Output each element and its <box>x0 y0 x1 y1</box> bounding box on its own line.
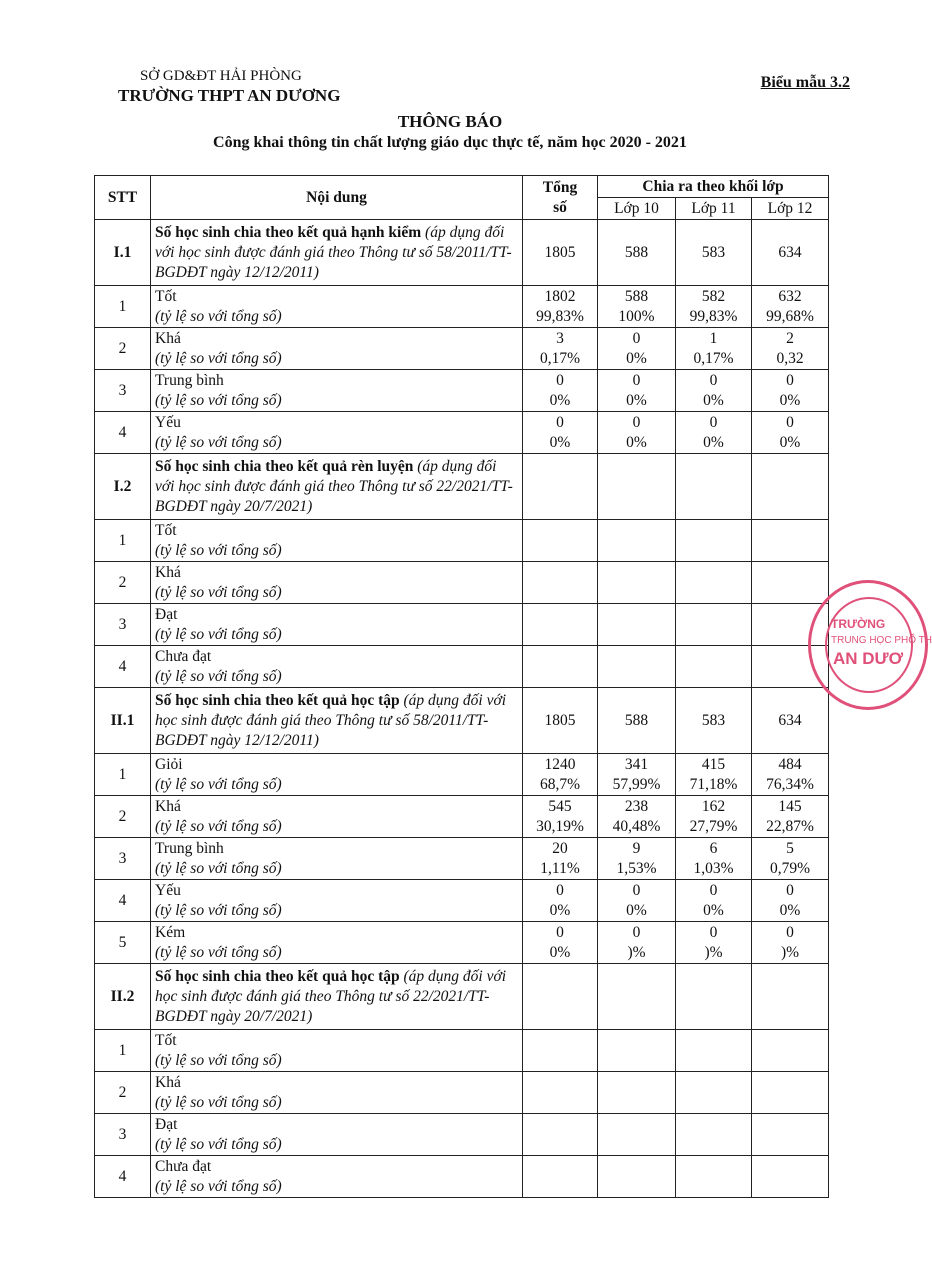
section-row <box>95 688 829 754</box>
cell-g12 <box>752 370 829 412</box>
row-label: Khá <box>155 563 181 581</box>
cell-percent: 0% <box>779 901 801 919</box>
row-ratio-label: (tỷ lệ so với tổng số) <box>155 583 282 601</box>
row-label: Tốt <box>155 521 177 539</box>
cell-count: 0 <box>632 881 641 899</box>
cell-percent: 22,87% <box>766 817 814 835</box>
cell-total <box>523 796 598 838</box>
cell-percent: 0% <box>779 433 801 451</box>
table-row <box>95 1114 829 1156</box>
section-row <box>95 454 829 520</box>
row-ratio-label: (tỷ lệ so với tổng số) <box>155 1135 282 1153</box>
row-label: Khá <box>155 797 181 815</box>
row-label: Khá <box>155 329 181 347</box>
row-ratio-label: (tỷ lệ so với tổng số) <box>155 1051 282 1069</box>
cell-count: 3 <box>556 329 564 347</box>
cell-g10 <box>598 754 676 796</box>
cell-percent: 0% <box>549 433 571 451</box>
table-row <box>95 1030 829 1072</box>
cell-count: 1802 <box>544 287 576 305</box>
cell-total <box>523 838 598 880</box>
cell-g10 <box>598 370 676 412</box>
cell-total <box>523 604 598 646</box>
cell-g11 <box>676 328 752 370</box>
cell-g12 <box>752 520 829 562</box>
row-label: Trung bình <box>155 371 224 389</box>
cell-g10 <box>598 646 676 688</box>
cell-percent: 0% <box>703 901 724 919</box>
cell-g10 <box>598 1156 676 1198</box>
row-content <box>151 412 523 454</box>
cell-g11 <box>676 1156 752 1198</box>
table-row <box>95 796 829 838</box>
row-content <box>151 328 523 370</box>
row-ratio-label: (tỷ lệ so với tổng số) <box>155 901 282 919</box>
cell-g10 <box>598 1114 676 1156</box>
cell-count: 545 <box>548 797 572 815</box>
section-note: (áp dụng đối với học sinh được đánh giá theo Thông tư số 22/2021/TT-BGDĐT ngày 20/7/2021) <box>155 457 513 515</box>
header-school: TRƯỜNG THPT AN DƯƠNG <box>118 86 341 105</box>
row-stt: 3 <box>95 838 151 880</box>
row-label: Trung bình <box>155 839 224 857</box>
cell-g11 <box>676 754 752 796</box>
cell-g11 <box>676 370 752 412</box>
cell-g10 <box>598 520 676 562</box>
header-grade-group: Chia ra theo khối lớp <box>598 176 829 198</box>
cell-count: 632 <box>778 287 802 305</box>
cell-percent: 0% <box>626 391 647 409</box>
cell-count: 341 <box>624 755 649 773</box>
row-ratio-label: (tỷ lệ so với tổng số) <box>155 943 282 961</box>
row-stt: 2 <box>95 562 151 604</box>
row-label: Tốt <box>155 1031 177 1049</box>
row-content <box>151 646 523 688</box>
section-g10: 588 <box>598 220 676 286</box>
cell-count: 20 <box>552 839 568 857</box>
cell-g12 <box>752 1114 829 1156</box>
row-label: Yếu <box>155 881 181 899</box>
cell-percent: 100% <box>618 307 655 325</box>
cell-count: 0 <box>632 371 641 389</box>
section-total <box>523 454 598 520</box>
section-g11 <box>676 454 752 520</box>
cell-g11 <box>676 880 752 922</box>
cell-percent: 30,19% <box>536 817 584 835</box>
cell-percent: 68,7% <box>539 775 581 793</box>
cell-count: 588 <box>624 287 649 305</box>
header-stt: STT <box>95 176 151 220</box>
cell-percent: 27,79% <box>689 817 738 835</box>
cell-total <box>523 1072 598 1114</box>
cell-percent: 1,53% <box>616 859 657 877</box>
form-number: Biểu mẫu 3.2 <box>760 74 850 91</box>
row-stt: 4 <box>95 646 151 688</box>
row-stt: 2 <box>95 328 151 370</box>
row-ratio-label: (tỷ lệ so với tổng số) <box>155 667 282 685</box>
section-g11: 583 <box>676 220 752 286</box>
cell-percent: )% <box>704 943 723 961</box>
section-title-text: Số học sinh chia theo kết quả rèn luyện <box>155 457 414 475</box>
row-label: Chưa đạt <box>155 1157 212 1175</box>
cell-count: 0 <box>786 923 794 941</box>
row-ratio-label: (tỷ lệ so với tổng số) <box>155 433 282 451</box>
section-g10: 588 <box>598 688 676 754</box>
header-content: Nội dung <box>151 176 523 220</box>
cell-total <box>523 922 598 964</box>
cell-count: 415 <box>701 755 726 773</box>
cell-g12 <box>752 286 829 328</box>
cell-g12 <box>752 838 829 880</box>
cell-total <box>523 370 598 412</box>
cell-percent: 0% <box>549 391 571 409</box>
cell-g12 <box>752 754 829 796</box>
row-stt: 2 <box>95 1072 151 1114</box>
cell-total <box>523 286 598 328</box>
cell-g10 <box>598 1072 676 1114</box>
table-row <box>95 520 829 562</box>
row-stt: 3 <box>95 1114 151 1156</box>
section-note: (áp dụng đối với học sinh được đánh giá theo Thông tư số 58/2011/TT-BGDĐT ngày 12/12/2011) <box>155 691 507 749</box>
table-row <box>95 922 829 964</box>
row-label: Tốt <box>155 287 177 305</box>
table-row <box>95 1072 829 1114</box>
cell-g10 <box>598 796 676 838</box>
row-stt: 3 <box>95 370 151 412</box>
cell-total <box>523 328 598 370</box>
cell-count: 0 <box>556 371 564 389</box>
cell-percent: 0,79% <box>769 859 811 877</box>
section-g10 <box>598 964 676 1030</box>
cell-percent: 0,17% <box>539 349 581 367</box>
row-content <box>151 922 523 964</box>
cell-count: 0 <box>786 881 794 899</box>
cell-g11 <box>676 562 752 604</box>
cell-g10 <box>598 880 676 922</box>
table-body <box>95 220 829 1198</box>
row-content <box>151 370 523 412</box>
cell-percent: 76,34% <box>766 775 814 793</box>
section-g12: 634 <box>752 220 829 286</box>
cell-count: 0 <box>709 371 718 389</box>
section-stt: II.2 <box>95 964 151 1030</box>
cell-g11 <box>676 286 752 328</box>
cell-count: 0 <box>556 923 564 941</box>
row-ratio-label: (tỷ lệ so với tổng số) <box>155 859 282 877</box>
cell-g10 <box>598 286 676 328</box>
cell-count: 6 <box>709 839 718 857</box>
cell-percent: 99,68% <box>766 307 814 325</box>
row-content <box>151 1114 523 1156</box>
section-title-text: Số học sinh chia theo kết quả học tập <box>155 691 400 709</box>
table-row <box>95 370 829 412</box>
table-row <box>95 880 829 922</box>
cell-g11 <box>676 1030 752 1072</box>
cell-g10 <box>598 412 676 454</box>
cell-count: 0 <box>709 923 718 941</box>
cell-percent: 0% <box>703 391 724 409</box>
row-label: Đạt <box>155 1115 178 1133</box>
section-title-text: Số học sinh chia theo kết quả học tập <box>155 967 400 985</box>
cell-count: 0 <box>556 413 564 431</box>
row-stt: 4 <box>95 412 151 454</box>
cell-count: 0 <box>632 329 641 347</box>
row-ratio-label: (tỷ lệ so với tổng số) <box>155 391 282 409</box>
cell-count: 0 <box>632 413 641 431</box>
cell-g11 <box>676 1114 752 1156</box>
cell-count: 0 <box>556 881 564 899</box>
cell-percent: 0% <box>549 901 571 919</box>
cell-g10 <box>598 562 676 604</box>
row-ratio-label: (tỷ lệ so với tổng số) <box>155 625 282 643</box>
row-ratio-label: (tỷ lệ so với tổng số) <box>155 1093 282 1111</box>
cell-g12 <box>752 1156 829 1198</box>
table-row <box>95 1156 829 1198</box>
row-content <box>151 562 523 604</box>
section-g12 <box>752 964 829 1030</box>
cell-count: 582 <box>701 287 726 305</box>
document-subtitle: Công khai thông tin chất lượng giáo dục thực tế, năm học 2020 - 2021 <box>213 134 687 151</box>
cell-count: 5 <box>786 839 794 857</box>
row-content <box>151 1072 523 1114</box>
row-label: Yếu <box>155 413 181 431</box>
table-row <box>95 328 829 370</box>
section-stt: I.1 <box>95 220 151 286</box>
row-content <box>151 286 523 328</box>
section-g11: 583 <box>676 688 752 754</box>
header-total-line2: số <box>553 198 567 216</box>
section-title <box>151 454 523 520</box>
cell-g10 <box>598 328 676 370</box>
cell-percent: 0% <box>626 349 647 367</box>
cell-count: 238 <box>624 797 649 815</box>
section-title <box>151 220 523 286</box>
row-content <box>151 796 523 838</box>
cell-g12 <box>752 880 829 922</box>
cell-percent: 0% <box>626 433 647 451</box>
seal-text-1: TRƯỜNG <box>831 617 886 631</box>
section-g10 <box>598 454 676 520</box>
cell-g10 <box>598 838 676 880</box>
row-label: Khá <box>155 1073 181 1091</box>
cell-g11 <box>676 922 752 964</box>
row-content <box>151 838 523 880</box>
header-grade-11: Lớp 11 <box>676 198 752 220</box>
cell-percent: )% <box>627 943 646 961</box>
cell-percent: 1,03% <box>693 859 734 877</box>
header-grade-10: Lớp 10 <box>598 198 676 220</box>
cell-percent: )% <box>780 943 800 961</box>
cell-total <box>523 1114 598 1156</box>
cell-g10 <box>598 922 676 964</box>
row-stt: 3 <box>95 604 151 646</box>
cell-percent: 40,48% <box>612 817 661 835</box>
section-g11 <box>676 964 752 1030</box>
row-label: Giỏi <box>155 755 183 773</box>
section-total <box>523 964 598 1030</box>
cell-g11 <box>676 520 752 562</box>
table-row <box>95 562 829 604</box>
row-content <box>151 880 523 922</box>
cell-count: 2 <box>786 329 794 347</box>
cell-total <box>523 754 598 796</box>
cell-percent: 0% <box>626 901 647 919</box>
cell-percent: 1,11% <box>540 859 580 877</box>
section-row <box>95 220 829 286</box>
cell-g12 <box>752 328 829 370</box>
section-title <box>151 964 523 1030</box>
cell-g10 <box>598 1030 676 1072</box>
row-stt: 2 <box>95 796 151 838</box>
section-row <box>95 964 829 1030</box>
table-row <box>95 838 829 880</box>
cell-total <box>523 520 598 562</box>
section-g12: 634 <box>752 688 829 754</box>
cell-total <box>523 1030 598 1072</box>
row-ratio-label: (tỷ lệ so với tổng số) <box>155 307 282 325</box>
cell-total <box>523 1156 598 1198</box>
cell-count: 9 <box>632 839 641 857</box>
row-stt: 4 <box>95 880 151 922</box>
section-title-text: Số học sinh chia theo kết quả hạnh kiểm <box>155 223 422 241</box>
table-row <box>95 646 829 688</box>
cell-count: 0 <box>709 413 718 431</box>
row-stt: 5 <box>95 922 151 964</box>
cell-g11 <box>676 838 752 880</box>
header-total <box>523 176 598 220</box>
quality-table <box>94 175 829 1198</box>
section-total: 1805 <box>523 688 598 754</box>
document-title: THÔNG BÁO <box>397 112 503 131</box>
cell-g11 <box>676 1072 752 1114</box>
row-stt: 1 <box>95 1030 151 1072</box>
cell-total <box>523 562 598 604</box>
cell-percent: 57,99% <box>612 775 661 793</box>
table-row <box>95 604 829 646</box>
row-content <box>151 604 523 646</box>
cell-g11 <box>676 646 752 688</box>
cell-g11 <box>676 604 752 646</box>
school-seal <box>808 580 932 710</box>
cell-count: 0 <box>632 923 641 941</box>
row-content <box>151 520 523 562</box>
cell-count: 484 <box>778 755 802 773</box>
row-label: Đạt <box>155 605 178 623</box>
row-stt: 4 <box>95 1156 151 1198</box>
row-ratio-label: (tỷ lệ so với tổng số) <box>155 541 282 559</box>
cell-percent: 99,83% <box>536 307 584 325</box>
cell-count: 0 <box>786 413 794 431</box>
cell-total <box>523 412 598 454</box>
section-stt: II.1 <box>95 688 151 754</box>
seal-text-2: TRUNG HỌC PHỔ TH <box>831 635 932 646</box>
row-content <box>151 754 523 796</box>
section-g12 <box>752 454 829 520</box>
cell-g12 <box>752 796 829 838</box>
section-total: 1805 <box>523 220 598 286</box>
section-note: (áp dụng đối với học sinh được đánh giá theo Thông tư số 22/2021/TT-BGDĐT ngày 20/7/2021) <box>155 967 507 1025</box>
cell-percent: 0,17% <box>693 349 734 367</box>
row-label: Kém <box>155 923 186 941</box>
seal-text-3: AN DƯƠ <box>833 649 904 668</box>
cell-g12 <box>752 922 829 964</box>
row-stt: 1 <box>95 520 151 562</box>
table-row <box>95 412 829 454</box>
cell-count: 0 <box>709 881 718 899</box>
cell-g12 <box>752 1030 829 1072</box>
header-grade-12: Lớp 12 <box>752 198 829 220</box>
cell-g11 <box>676 412 752 454</box>
section-note: (áp dụng đối với học sinh được đánh giá theo Thông tư số 58/2011/TT-BGDĐT ngày 12/12/2011) <box>155 223 512 281</box>
cell-count: 145 <box>778 797 802 815</box>
cell-percent: 0% <box>779 391 801 409</box>
cell-percent: 0% <box>703 433 724 451</box>
cell-count: 0 <box>786 371 794 389</box>
header-org: SỞ GD&ĐT HẢI PHÒNG <box>140 68 302 84</box>
cell-percent: 99,83% <box>689 307 738 325</box>
table-row <box>95 754 829 796</box>
row-content <box>151 1156 523 1198</box>
section-stt: I.2 <box>95 454 151 520</box>
cell-g12 <box>752 1072 829 1114</box>
cell-g12 <box>752 412 829 454</box>
row-content <box>151 1030 523 1072</box>
row-ratio-label: (tỷ lệ so với tổng số) <box>155 817 282 835</box>
row-label: Chưa đạt <box>155 647 212 665</box>
cell-percent: 0,32 <box>776 349 804 367</box>
cell-g11 <box>676 796 752 838</box>
cell-g12 <box>752 562 829 604</box>
cell-total <box>523 646 598 688</box>
row-ratio-label: (tỷ lệ so với tổng số) <box>155 349 282 367</box>
row-stt: 1 <box>95 286 151 328</box>
header-total-line1: Tổng <box>542 178 578 196</box>
cell-percent: 0% <box>549 943 571 961</box>
cell-percent: 71,18% <box>689 775 738 793</box>
table-row <box>95 286 829 328</box>
row-ratio-label: (tỷ lệ so với tổng số) <box>155 1177 282 1195</box>
cell-count: 1240 <box>544 755 576 773</box>
cell-total <box>523 880 598 922</box>
cell-g10 <box>598 604 676 646</box>
cell-count: 1 <box>709 329 718 347</box>
row-stt: 1 <box>95 754 151 796</box>
row-ratio-label: (tỷ lệ so với tổng số) <box>155 775 282 793</box>
section-title <box>151 688 523 754</box>
cell-count: 162 <box>701 797 726 815</box>
